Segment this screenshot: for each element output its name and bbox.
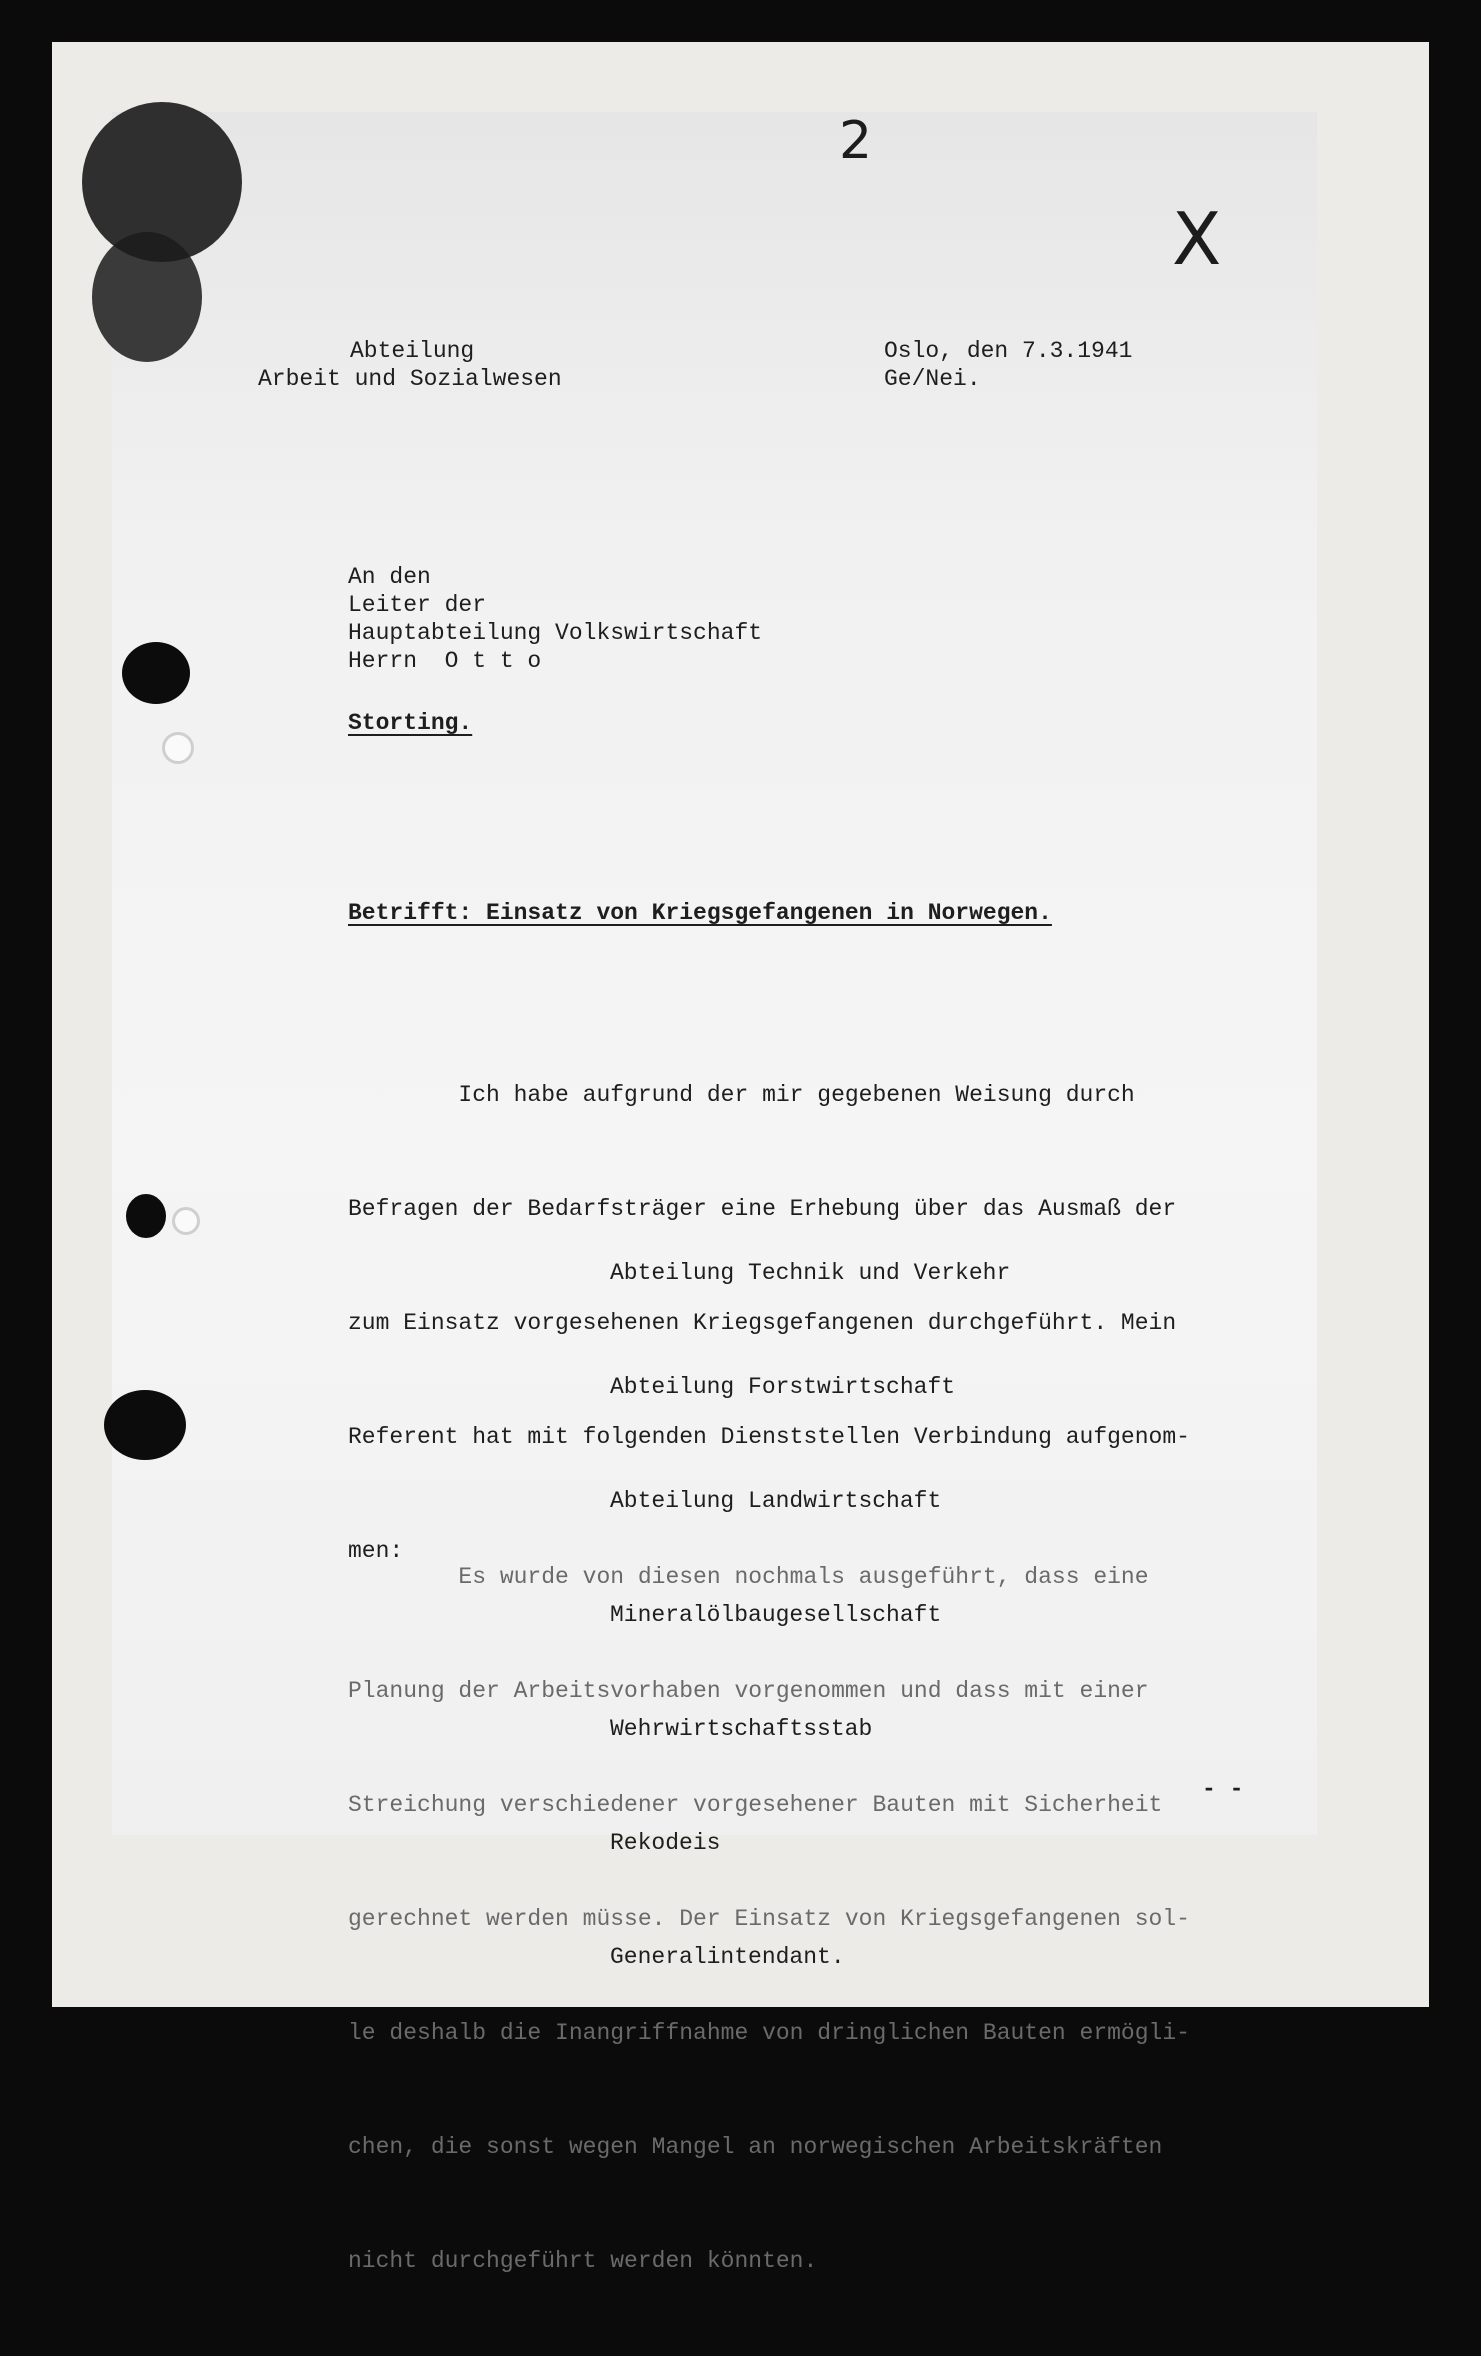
corner-shadow-lower: [92, 232, 202, 362]
punch-hole-middle: [126, 1194, 166, 1238]
paragraph-1-line: Befragen der Bedarfsträger eine Erhebung über das Ausmaß der: [348, 1196, 1177, 1222]
recipient-line-2: Leiter der: [348, 592, 487, 618]
paragraph-1-line: zum Einsatz vorgesehenen Kriegsgefangenen durchgeführt. Mein: [348, 1310, 1177, 1336]
letter-sheet: [112, 111, 1317, 2274]
punch-hole-upper: [122, 642, 190, 704]
continuation-mark: - -: [1202, 1776, 1244, 1802]
office-item: Abteilung Forstwirtschaft: [610, 1374, 956, 1400]
office-item: Abteilung Landwirtschaft: [610, 1488, 942, 1514]
paragraph-2-line: chen, die sonst wegen Mangel an norwegischen Arbeitskräften: [348, 2134, 1163, 2160]
paragraph-2-line: le deshalb die Inangriffnahme von dringlichen Bauten ermögli-: [348, 2020, 1190, 2046]
paragraph-2-line: Streichung verschiedener vorgesehener Bauten mit Sicherheit: [348, 1792, 1163, 1818]
body-paragraph-2: [348, 1482, 1190, 2356]
office-item: Mineralölbaugesellschaft: [610, 1602, 942, 1628]
paragraph-1-line: men:: [348, 1538, 404, 1564]
paragraph-2-line: Planung der Arbeitsvorhaben vorgenommen und dass mit einer: [348, 1678, 1149, 1704]
punch-hole-ring-upper: [162, 732, 194, 764]
paragraph-1-line: Referent hat mit folgenden Dienststellen Verbindung aufgenom-: [348, 1424, 1190, 1450]
paragraph-1-line: Ich habe aufgrund der mir gegebenen Weisung durch: [348, 1082, 1135, 1108]
recipient-location: Storting.: [348, 710, 473, 736]
handwritten-cross-mark: X: [1172, 197, 1222, 281]
paragraph-2-line: nicht durchgeführt werden könnten.: [348, 2248, 818, 2274]
place-date: Oslo, den 7.3.1941: [884, 338, 1133, 364]
sender-department: Abteilung: [350, 338, 475, 364]
paragraph-2-line: Es wurde von diesen nochmals ausgeführt, dass eine: [348, 1564, 1149, 1590]
office-item: Generalintendant.: [610, 1944, 845, 1970]
office-item: Rekodeis: [610, 1830, 721, 1856]
sender-section: Arbeit und Sozialwesen: [258, 366, 562, 392]
recipient-line-4: Herrn O t t o: [348, 648, 542, 674]
paragraph-2-line: gerechnet werden müsse. Der Einsatz von Kriegsgefangenen sol-: [348, 1906, 1190, 1932]
handwritten-page-number: 2: [839, 111, 873, 171]
recipient-line-1: An den: [348, 564, 431, 590]
punch-hole-lower: [104, 1390, 186, 1460]
subject-line: Betrifft: Einsatz von Kriegsgefangenen in Norwegen.: [348, 900, 1052, 926]
office-item: Wehrwirtschaftsstab: [610, 1716, 873, 1742]
punch-hole-ring-middle: [172, 1207, 200, 1235]
recipient-line-3: Hauptabteilung Volkswirtschaft: [348, 620, 763, 646]
reference-code: Ge/Nei.: [884, 366, 981, 392]
office-item: Abteilung Technik und Verkehr: [610, 1260, 1011, 1286]
